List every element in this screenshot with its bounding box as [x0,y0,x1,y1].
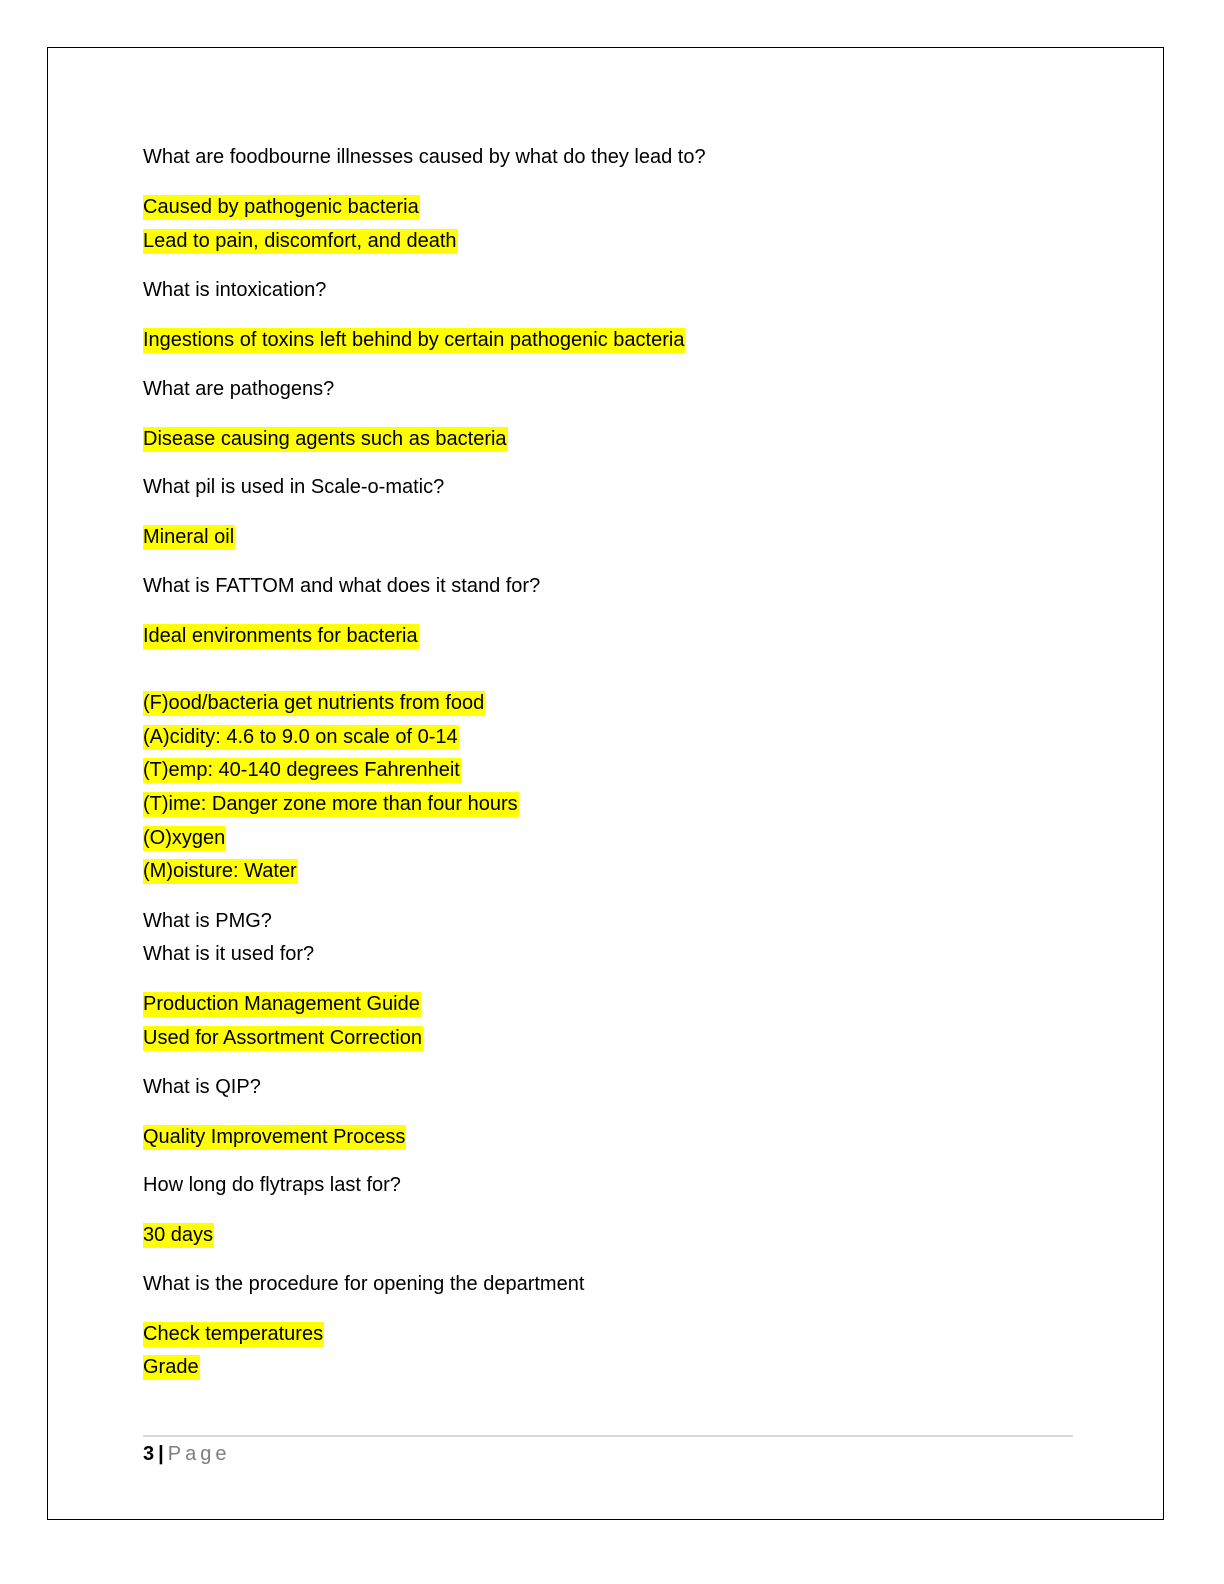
question-text: What pil is used in Scale-o-matic? [143,476,445,498]
highlighted-answer: Check temperatures [143,1323,324,1345]
highlighted-answer: Caused by pathogenic bacteria [143,196,419,218]
highlighted-answer: Ingestions of toxins left behind by certain pathogenic bacteria [143,329,685,351]
highlighted-answer: Used for Assortment Correction [143,1027,422,1049]
answer-line [143,723,459,751]
question-text: What are foodbourne illnesses caused by what do they lead to? [143,146,706,168]
question-line [143,143,706,171]
question-line [143,473,444,501]
question-text: What are pathogens? [143,378,335,400]
highlighted-answer: Quality Improvement Process [143,1126,406,1148]
answer-line [143,227,458,255]
question-text: What is PMG? [143,910,272,932]
page-number: 3 [143,1443,155,1465]
highlighted-answer: (A)cidity: 4.6 to 9.0 on scale of 0-14 [143,726,458,748]
answer-line [143,425,508,453]
answer-line [143,990,421,1018]
highlighted-answer: Disease causing agents such as bacteria [143,428,507,450]
answer-line [143,1123,406,1151]
highlighted-answer: Lead to pain, discomfort, and death [143,230,457,252]
highlighted-answer: Production Management Guide [143,993,420,1015]
page-footer [143,1440,230,1468]
answer-line [143,1024,423,1052]
answer-line [143,689,485,717]
question-text: How long do flytraps last for? [143,1174,401,1196]
question-line [143,1073,261,1101]
question-text: What is it used for? [143,943,315,965]
answer-line [143,756,461,784]
question-line [143,907,272,935]
question-text: What is FATTOM and what does it stand for? [143,575,541,597]
question-line [143,940,314,968]
footer-separator: | [158,1443,164,1465]
question-text: What is the procedure for opening the department [143,1273,585,1295]
highlighted-answer: (O)xygen [143,827,226,849]
question-line [143,276,326,304]
answer-line [143,1221,214,1249]
question-line [143,375,334,403]
answer-line [143,326,685,354]
answer-line [143,523,235,551]
answer-line [143,193,420,221]
question-text: What is intoxication? [143,279,327,301]
footer-divider [143,1435,1073,1437]
highlighted-answer: 30 days [143,1224,214,1246]
answer-line [143,790,519,818]
answer-line [143,1320,324,1348]
highlighted-answer: Grade [143,1356,199,1378]
highlighted-answer: (M)oisture: Water [143,860,297,882]
question-line [143,572,540,600]
highlighted-answer: (F)ood/bacteria get nutrients from food [143,692,485,714]
answer-line [143,824,226,852]
highlighted-answer: (T)ime: Danger zone more than four hours [143,793,518,815]
highlighted-answer: Mineral oil [143,526,235,548]
answer-line [143,622,419,650]
question-text: What is QIP? [143,1076,261,1098]
highlighted-answer: Ideal environments for bacteria [143,625,418,647]
answer-line [143,1353,200,1381]
answer-line [143,857,298,885]
question-line [143,1270,584,1298]
question-line [143,1171,401,1199]
highlighted-answer: (T)emp: 40-140 degrees Fahrenheit [143,759,460,781]
page-label: Page [167,1443,231,1465]
